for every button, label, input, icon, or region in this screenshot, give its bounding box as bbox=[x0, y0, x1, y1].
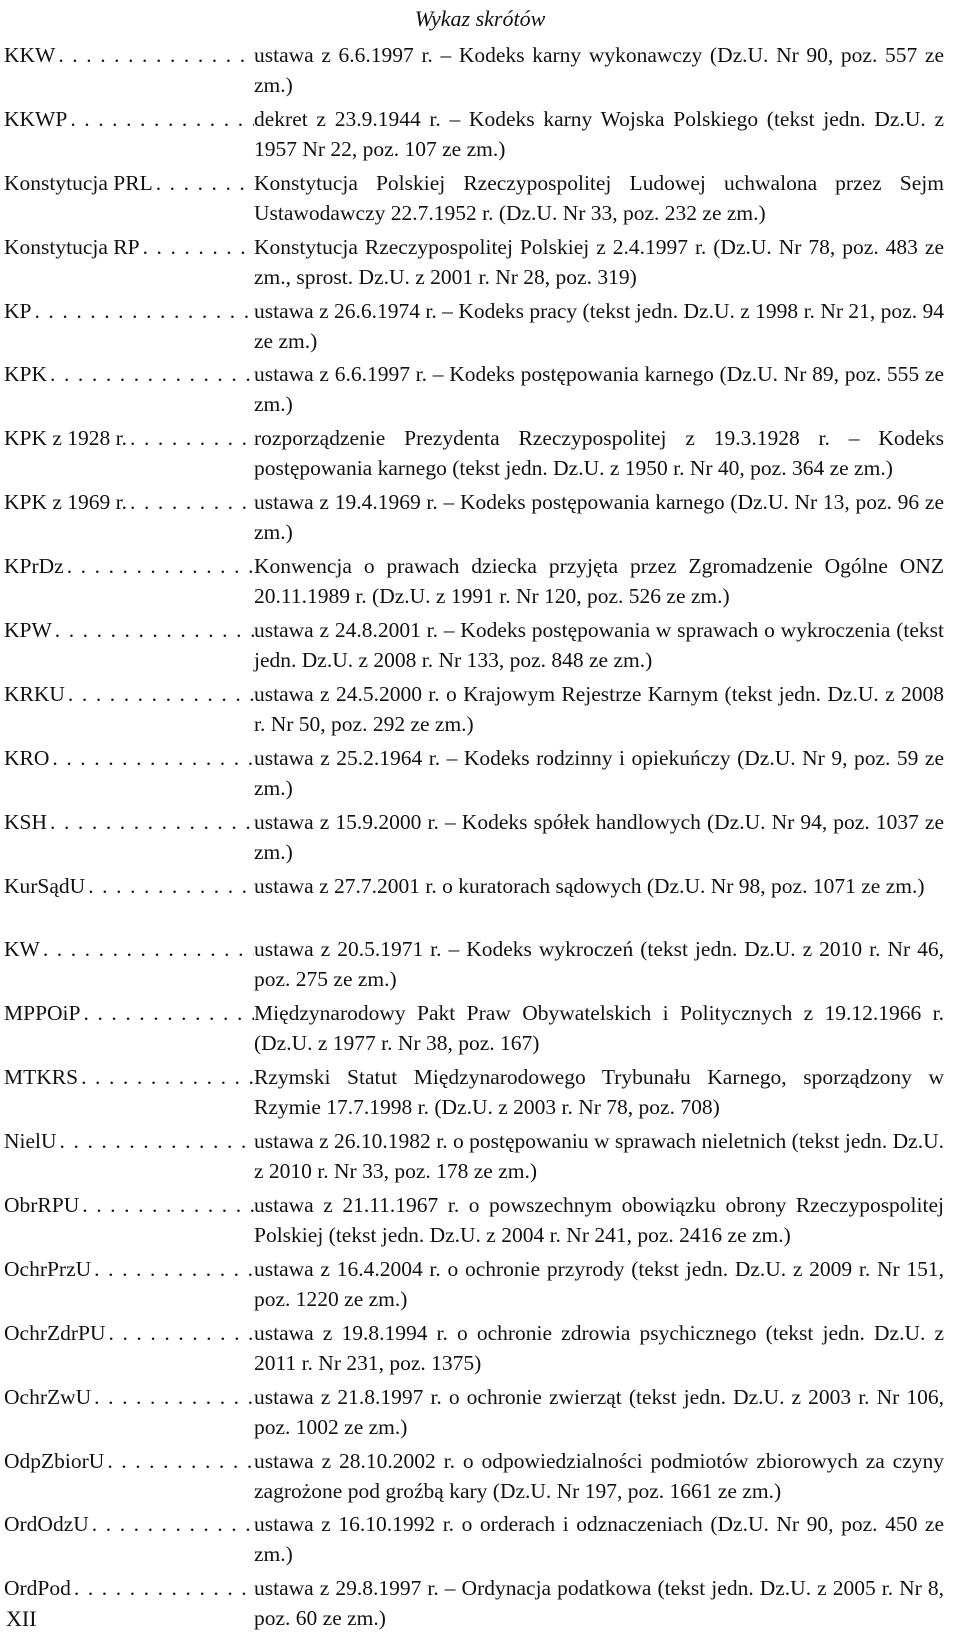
abbreviation-description: ustawa z 6.6.1997 r. – Kodeks karny wykonawczy (Dz.U. Nr 90, poz. 557 ze zm.) bbox=[254, 43, 944, 97]
abbreviation-term bbox=[4, 551, 254, 615]
abbreviation-term bbox=[4, 1062, 254, 1126]
abbreviation-term bbox=[4, 1446, 254, 1510]
abbreviation-label: OrdOdzU bbox=[4, 1512, 89, 1537]
abbreviation-entry bbox=[4, 1062, 948, 1126]
dot-leader bbox=[82, 1190, 254, 1220]
abbreviation-description: ustawa z 15.9.2000 r. – Kodeks spółek handlowych (Dz.U. Nr 94, poz. 1037 ze zm.) bbox=[254, 809, 944, 864]
abbreviation-description: ustawa z 24.5.2000 r. o Krajowym Rejestrze Karnym (tekst jedn. Dz.U. z 2008 r. Nr 50, poz. 292 ze zm.) bbox=[254, 681, 944, 736]
abbreviation-entry bbox=[4, 232, 948, 296]
abbreviation-entry bbox=[4, 40, 948, 104]
abbreviation-label: KKWP bbox=[4, 106, 68, 131]
abbreviation-entry bbox=[4, 998, 948, 1062]
abbreviation-description: ustawa z 29.8.1997 r. – Ordynacja podatkowa (tekst jedn. Dz.U. z 2005 r. Nr 8, poz. 60 ze zm.) bbox=[254, 1576, 944, 1631]
abbreviation-label: OchrZdrPU bbox=[4, 1320, 106, 1345]
dot-leader bbox=[67, 551, 254, 581]
dot-leader bbox=[156, 168, 254, 198]
abbreviation-description: ustawa z 27.7.2001 r. o kuratorach sądowych (Dz.U. Nr 98, poz. 1071 ze zm.) bbox=[254, 873, 925, 898]
abbreviation-description: Konwencja o prawach dziecka przyjęta przez Zgromadzenie Ogólne ONZ 20.11.1989 r. (Dz.U. z 1991 r. Nr 120, poz. 526 ze zm.) bbox=[254, 554, 944, 609]
abbreviation-description: ustawa z 19.4.1969 r. – Kodeks postępowania karnego (Dz.U. Nr 13, poz. 96 ze zm.) bbox=[254, 490, 944, 545]
abbreviation-term bbox=[4, 168, 254, 232]
abbreviation-description: ustawa z 26.6.1974 r. – Kodeks pracy (tekst jedn. Dz.U. z 1998 r. Nr 21, poz. 94 ze zm.) bbox=[254, 298, 944, 353]
abbreviation-description: ustawa z 21.8.1997 r. o ochronie zwierząt (tekst jedn. Dz.U. z 2003 r. Nr 106, poz. 1002 ze zm.) bbox=[254, 1384, 944, 1439]
abbreviation-entry bbox=[4, 551, 948, 615]
dot-leader bbox=[50, 807, 254, 837]
abbreviation-label: KRO bbox=[4, 745, 50, 770]
abbreviation-entry bbox=[4, 1126, 948, 1190]
abbreviation-label: KW bbox=[4, 937, 40, 962]
abbreviation-term bbox=[4, 743, 254, 807]
abbreviation-entry bbox=[4, 743, 948, 807]
dot-leader bbox=[130, 487, 254, 517]
abbreviation-entry bbox=[4, 168, 948, 232]
dot-leader bbox=[81, 1062, 254, 1092]
abbreviation-label: KPK z 1928 r. bbox=[4, 426, 128, 451]
abbreviation-description: ustawa z 20.5.1971 r. – Kodeks wykroczeń (tekst jedn. Dz.U. z 2010 r. Nr 46, poz. 275 ze zm.) bbox=[254, 937, 944, 992]
dot-leader bbox=[92, 1509, 254, 1539]
abbreviation-label: OrdPod bbox=[4, 1576, 71, 1601]
abbreviation-term bbox=[4, 1126, 254, 1190]
abbreviation-description: ustawa z 6.6.1997 r. – Kodeks postępowania karnego (Dz.U. Nr 89, poz. 555 ze zm.) bbox=[254, 362, 944, 417]
dot-leader bbox=[74, 1573, 254, 1603]
abbreviation-entry bbox=[4, 1382, 948, 1446]
dot-leader bbox=[55, 615, 254, 645]
abbreviation-description: Konstytucja Polskiej Rzeczypospolitej Ludowej uchwalona przez Sejm Ustawodawczy 22.7.1952 r. (Dz.U. Nr 33, poz. 232 ze zm.) bbox=[254, 170, 944, 225]
abbreviation-label: KurSądU bbox=[4, 873, 86, 898]
abbreviation-label: Konstytucja RP bbox=[4, 234, 140, 259]
abbreviation-list bbox=[4, 40, 948, 1637]
abbreviation-term bbox=[4, 807, 254, 871]
abbreviation-term bbox=[4, 1190, 254, 1254]
abbreviation-entry bbox=[4, 296, 948, 360]
dot-leader bbox=[70, 104, 254, 134]
dot-leader bbox=[94, 1382, 254, 1412]
abbreviation-label: KPrDz bbox=[4, 554, 64, 579]
dot-leader bbox=[109, 1318, 254, 1348]
abbreviation-description: ustawa z 24.8.2001 r. – Kodeks postępowania w sprawach o wykroczenia (tekst jedn. Dz.U. z 2008 r. Nr 133, poz. 848 ze zm.) bbox=[254, 618, 944, 673]
abbreviation-entry bbox=[4, 615, 948, 679]
dot-leader bbox=[58, 40, 254, 70]
abbreviation-entry bbox=[4, 487, 948, 551]
abbreviation-description: ustawa z 19.8.1994 r. o ochronie zdrowia psychicznego (tekst jedn. Dz.U. z 2011 r. Nr 231, poz. 1375) bbox=[254, 1320, 944, 1375]
abbreviation-label: MTKRS bbox=[4, 1065, 79, 1090]
abbreviation-description: ustawa z 28.10.2002 r. o odpowiedzialności podmiotów zbiorowych za czyny zagrożone pod groźbą kary (Dz.U. Nr 197, poz. 1661 ze zm.) bbox=[254, 1448, 944, 1503]
abbreviation-term bbox=[4, 40, 254, 104]
abbreviation-label: OdpZbiorU bbox=[4, 1448, 105, 1473]
abbreviation-entry bbox=[4, 359, 948, 423]
abbreviation-description: Rzymski Statut Międzynarodowego Trybunału Karnego, sporządzony w Rzymie 17.7.1998 r. (Dz.U. z 2003 r. Nr 78, poz. 708) bbox=[254, 1065, 944, 1120]
dot-leader bbox=[60, 1126, 254, 1156]
abbreviation-entry bbox=[4, 807, 948, 871]
abbreviation-label: KPW bbox=[4, 618, 52, 643]
abbreviation-entry bbox=[4, 104, 948, 168]
abbreviation-term bbox=[4, 232, 254, 296]
abbreviation-entry bbox=[4, 1509, 948, 1573]
abbreviation-term bbox=[4, 359, 254, 423]
abbreviation-entry bbox=[4, 423, 948, 487]
abbreviation-description: ustawa z 26.10.1982 r. o postępowaniu w sprawach nieletnich (tekst jedn. Dz.U. z 2010 r. Nr 33, poz. 178 ze zm.) bbox=[254, 1129, 944, 1184]
abbreviation-entry bbox=[4, 1190, 948, 1254]
abbreviation-term bbox=[4, 423, 254, 487]
dot-leader bbox=[107, 1446, 254, 1476]
abbreviation-label: KPK z 1969 r. bbox=[4, 490, 128, 515]
abbreviation-entry bbox=[4, 1573, 948, 1637]
dot-leader bbox=[84, 998, 255, 1028]
abbreviation-label: MPPOiP bbox=[4, 1001, 81, 1026]
abbreviation-entry bbox=[4, 1446, 948, 1510]
dot-leader bbox=[52, 743, 254, 773]
abbreviation-label: KRKU bbox=[4, 681, 65, 706]
page-number: XII bbox=[6, 1606, 37, 1631]
dot-leader bbox=[43, 934, 254, 964]
abbreviation-term bbox=[4, 296, 254, 360]
abbreviation-entry bbox=[4, 679, 948, 743]
abbreviation-label: OchrPrzU bbox=[4, 1256, 92, 1281]
abbreviation-description: ustawa z 21.11.1967 r. o powszechnym obowiązku obrony Rzeczypospolitej Polskiej (tekst jedn. Dz.U. z 2004 r. Nr 241, poz. 2416 ze zm.) bbox=[254, 1193, 944, 1248]
abbreviation-description: ustawa z 16.4.2004 r. o ochronie przyrody (tekst jedn. Dz.U. z 2009 r. Nr 151, poz. 1220 ze zm.) bbox=[254, 1256, 944, 1311]
abbreviation-label: KSH bbox=[4, 809, 48, 834]
dot-leader bbox=[130, 423, 254, 453]
dot-leader bbox=[50, 359, 254, 389]
dot-leader bbox=[88, 871, 254, 901]
abbreviation-term bbox=[4, 934, 254, 998]
dot-leader bbox=[68, 679, 254, 709]
abbreviation-description: ustawa z 16.10.1992 r. o orderach i odznaczeniach (Dz.U. Nr 90, poz. 450 ze zm.) bbox=[254, 1512, 944, 1567]
abbreviation-entry bbox=[4, 1318, 948, 1382]
dot-leader bbox=[34, 296, 254, 326]
abbreviation-term bbox=[4, 1573, 254, 1637]
running-head: Wykaz skrótów bbox=[414, 6, 546, 31]
abbreviation-term bbox=[4, 615, 254, 679]
abbreviation-label: KP bbox=[4, 298, 32, 323]
abbreviation-label: OchrZwU bbox=[4, 1384, 92, 1409]
abbreviation-term bbox=[4, 104, 254, 168]
abbreviation-label: Konstytucja PRL bbox=[4, 170, 153, 195]
abbreviation-entry bbox=[4, 871, 948, 935]
abbreviation-term bbox=[4, 487, 254, 551]
abbreviation-description: Konstytucja Rzeczypospolitej Polskiej z 2.4.1997 r. (Dz.U. Nr 78, poz. 483 ze zm., sprost. Dz.U. z 2001 r. Nr 28, poz. 319) bbox=[254, 234, 944, 289]
abbreviation-label: KKW bbox=[4, 43, 56, 67]
abbreviation-term bbox=[4, 1382, 254, 1446]
abbreviation-label: NielU bbox=[4, 1129, 57, 1154]
abbreviation-description: Międzynarodowy Pakt Praw Obywatelskich i Politycznych z 19.12.1966 r. (Dz.U. z 1977 r. Nr 38, poz. 167) bbox=[254, 1001, 944, 1056]
abbreviation-term bbox=[4, 679, 254, 743]
abbreviation-description: ustawa z 25.2.1964 r. – Kodeks rodzinny i opiekuńczy (Dz.U. Nr 9, poz. 59 ze zm.) bbox=[254, 745, 944, 800]
abbreviation-term bbox=[4, 1254, 254, 1318]
dot-leader bbox=[94, 1254, 254, 1284]
dot-leader bbox=[143, 232, 254, 262]
abbreviation-term bbox=[4, 998, 254, 1062]
abbreviation-label: KPK bbox=[4, 362, 48, 387]
abbreviation-term bbox=[4, 871, 254, 935]
abbreviation-label: ObrRPU bbox=[4, 1193, 80, 1218]
abbreviation-term bbox=[4, 1509, 254, 1573]
abbreviation-description: dekret z 23.9.1944 r. – Kodeks karny Wojska Polskiego (tekst jedn. Dz.U. z 1957 Nr 22, poz. 107 ze zm.) bbox=[254, 106, 944, 161]
abbreviation-description: rozporządzenie Prezydenta Rzeczypospolitej z 19.3.1928 r. – Kodeks postępowania karnego (tekst jedn. Dz.U. z 1950 r. Nr 40, poz. 364 ze zm.) bbox=[254, 426, 944, 481]
abbreviation-entry bbox=[4, 934, 948, 998]
abbreviation-entry bbox=[4, 1254, 948, 1318]
abbreviation-term bbox=[4, 1318, 254, 1382]
